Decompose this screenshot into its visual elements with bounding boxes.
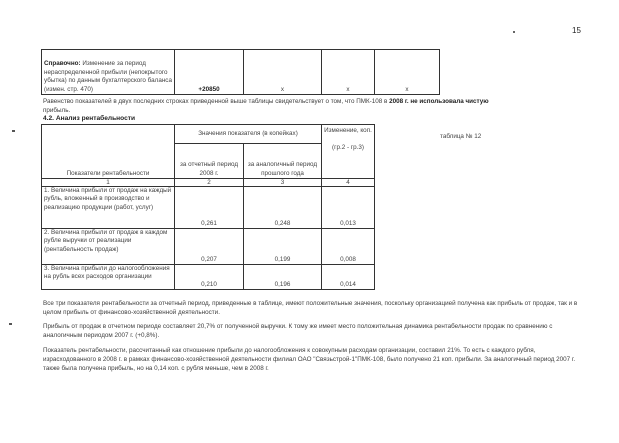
paragraph-summary: Все три показателя рентабельности за отчетный период, приведенные в таблице, имеют положительные значения, поскольку организацией получена как прибыль от продаж, так и в целом прибыль от финансово-хозяйственной деятельности. — [43, 300, 578, 316]
page-number: 15 — [572, 26, 581, 35]
header-change — [322, 125, 375, 179]
table-row — [42, 229, 375, 265]
column-number: 3 — [244, 179, 322, 187]
column-number: 4 — [322, 179, 375, 187]
column-number: 2 — [175, 179, 244, 187]
paragraph-equality-bold: 2008 г. не использовала чистую — [389, 98, 489, 105]
row-change: 0,013 — [322, 187, 375, 229]
paragraph-equality — [43, 97, 583, 115]
row-previous: 0,196 — [244, 265, 322, 290]
row-label: 3. Величина прибыли до налогообложения на рубль всех расходов организации — [42, 265, 175, 290]
reference-label — [42, 50, 175, 95]
paragraph-sales-profit: Прибыль от продаж в отчетном периоде составляет 20,7% от полученной выручки. К тому же имеет место положительная динамика рентабельности продаж по сравнению с аналогичным периодом 2007 г. (+0,8%). — [43, 323, 553, 339]
reference-value: +20850 — [175, 50, 244, 95]
row-current: 0,261 — [175, 187, 244, 229]
reference-label-text: Изменение за период нераспределенной прибыли (непокрытого убытка) по данным бухгалтерского баланса (измен. стр. 470) — [44, 60, 172, 93]
reference-value: x — [322, 50, 375, 95]
row-previous: 0,248 — [244, 187, 322, 229]
table-row — [42, 265, 375, 290]
row-previous: 0,199 — [244, 229, 322, 265]
reference-value: x — [244, 50, 322, 95]
column-number: 1 — [42, 179, 175, 187]
paragraph-pretax-profit: Показатель рентабельности, рассчитанный как отношение прибыли до налогообложения к совокупным расходам организации, составил 21%. То есть с каждого рубля, израсходованного в 2008 г. в рамках финансово-хозяйственной деятельности филиал ОАО "Связьстрой-1"ПМК-108, было получено 21 коп. прибыли. За аналогичный период 2007 г. также была получена прибыль, но на 0,14 коп. с рубля меньше, чем в 2008 г. — [43, 347, 576, 372]
reference-value: x — [375, 50, 440, 95]
paragraph-equality-text2: прибыль. — [43, 107, 71, 114]
header-previous: за аналогичный период прошлого года — [244, 144, 322, 179]
reference-table — [41, 49, 440, 95]
row-change: 0,008 — [322, 229, 375, 265]
header-change-formula: (гр.2 - гр.3) — [332, 143, 364, 151]
table-row — [42, 187, 375, 229]
row-label: 2. Величина прибыли от продаж в каждом рубле выручки от реализации (рентабельность продаж) — [42, 229, 175, 265]
paragraph-equality-text: Равенство показателей в двух последних строках приведенной выше таблицы свидетельствует о том, что ПМК-108 в — [43, 98, 390, 105]
section-title: 4.2. Анализ рентабельности — [43, 115, 136, 122]
row-label: 1. Величина прибыли от продаж на каждый рубль, вложенный в производство и реализацию продукции (работ, услуг) — [42, 187, 175, 229]
header-change-label: Изменение, коп. — [324, 127, 372, 134]
scan-mark — [9, 323, 12, 325]
header-values-group: Значения показателя (в копейках) — [175, 125, 322, 144]
header-indicator: Показатели рентабельности — [42, 125, 175, 179]
profitability-table — [41, 124, 375, 290]
header-current: за отчетный период 2008 г. — [175, 144, 244, 179]
table-number: таблица № 12 — [440, 133, 482, 140]
scan-mark — [12, 130, 15, 132]
scan-speck — [513, 31, 515, 33]
row-current: 0,207 — [175, 229, 244, 265]
reference-label-bold: Справочно: — [44, 60, 81, 68]
row-change: 0,014 — [322, 265, 375, 290]
row-current: 0,210 — [175, 265, 244, 290]
